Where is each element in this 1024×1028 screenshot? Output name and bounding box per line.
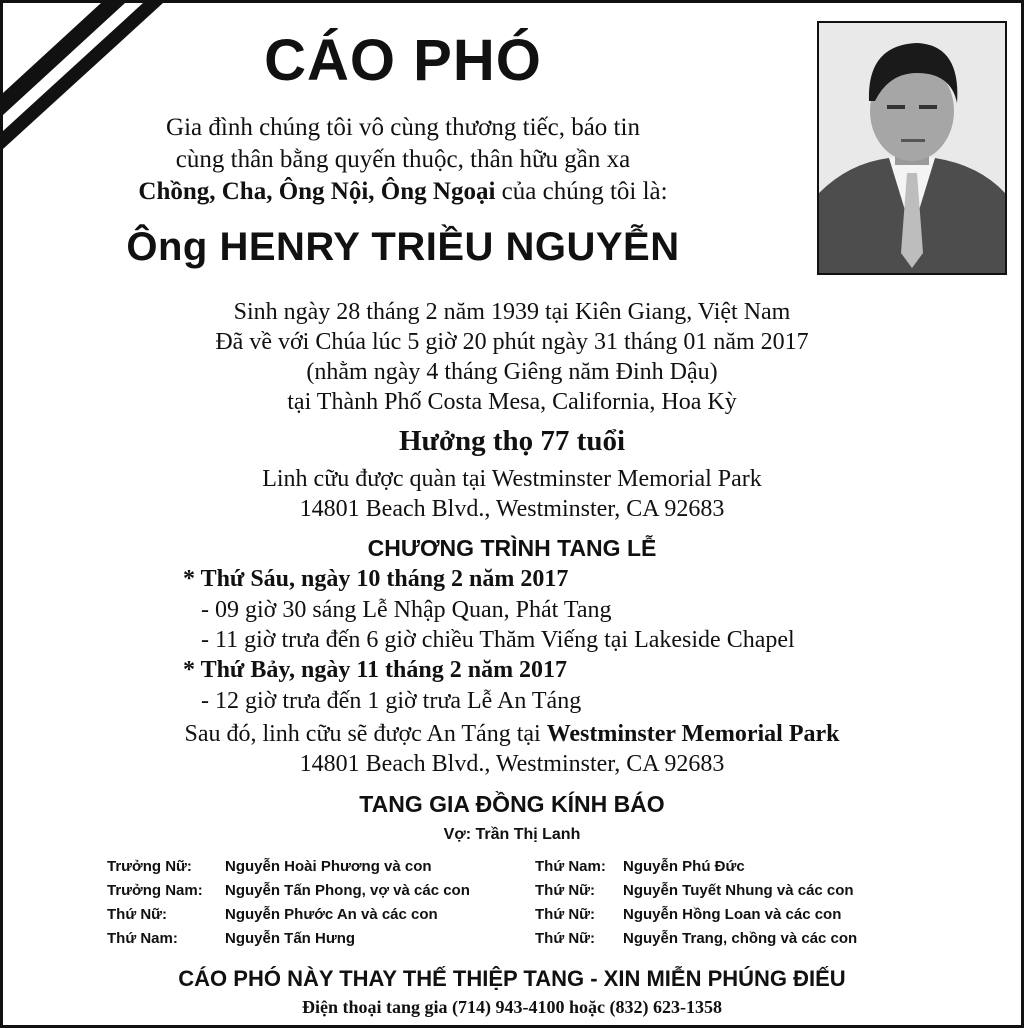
family-role: Thứ Nữ: (107, 906, 168, 923)
family-member: Nguyễn Tuyết Nhung và các con (623, 882, 854, 899)
program-title: CHƯƠNG TRÌNH TANG LỄ (367, 535, 657, 561)
program-day-2: * Thứ Bảy, ngày 11 tháng 2 năm 2017 (183, 657, 568, 683)
family-role: Trưởng Nam: (107, 882, 203, 899)
program-item: - 12 giờ trưa đến 1 giờ trưa Lễ An Táng (201, 688, 582, 714)
family-role: Thứ Nữ: (535, 882, 596, 899)
birth-info: Sinh ngày 28 tháng 2 năm 1939 tại Kiên Giang, Việt Nam (233, 299, 791, 325)
death-place: tại Thành Phố Costa Mesa, California, Hoa Kỳ (287, 389, 737, 415)
relations-text: Chồng, Cha, Ông Nội, Ông Ngoại (138, 178, 496, 205)
family-title: TANG GIA ĐỒNG KÍNH BÁO (359, 791, 665, 817)
portrait-illustration (819, 23, 1005, 273)
program-item: - 11 giờ trưa đến 6 giờ chiều Thăm Viếng tại Lakeside Chapel (201, 627, 795, 653)
intro-line-1: Gia đình chúng tôi vô cùng thương tiếc, báo tin (166, 114, 640, 141)
family-member: Nguyễn Hoài Phương và con (225, 858, 432, 875)
family-role: Thứ Nữ: (535, 906, 596, 923)
burial-prefix: Sau đó, linh cữu sẽ được An Táng tại (184, 721, 547, 747)
age-line: Hưởng thọ 77 tuổi (398, 425, 626, 457)
intro-line-2: cùng thân bằng quyến thuộc, thân hữu gần xa (175, 146, 631, 173)
deceased-photo (817, 21, 1007, 275)
family-row (107, 927, 527, 951)
page-title: CÁO PHÓ (264, 28, 542, 93)
family-member: Nguyễn Phước An và các con (225, 906, 438, 923)
spouse-line: Vợ: Trần Thị Lanh (443, 826, 581, 843)
family-row (107, 903, 527, 927)
family-row (535, 927, 935, 951)
footer-note: CÁO PHÓ NÀY THAY THẾ THIỆP TANG - XIN MIỄN PHÚNG ĐIẾU (178, 966, 846, 991)
family-role: Thứ Nam: (107, 930, 178, 947)
family-row (535, 855, 935, 879)
lunar-date: (nhằm ngày 4 tháng Giêng năm Đinh Dậu) (306, 359, 718, 385)
family-member: Nguyễn Phú Đức (623, 858, 745, 875)
family-member: Nguyễn Hồng Loan và các con (623, 906, 842, 923)
burial-line (3, 719, 1021, 749)
name-prefix: Ông (126, 225, 220, 269)
family-row (535, 879, 935, 903)
viewing-place: Linh cữu được quàn tại Westminster Memorial Park (262, 466, 762, 492)
program-item: - 09 giờ 30 sáng Lễ Nhập Quan, Phát Tang (201, 597, 612, 623)
family-role: Thứ Nam: (535, 858, 606, 875)
program-day-1: * Thứ Sáu, ngày 10 tháng 2 năm 2017 (183, 566, 569, 592)
burial-place: Westminster Memorial Park (546, 721, 840, 747)
intro-line-3-rest: của chúng tôi là: (495, 178, 668, 205)
contact-phone: Điện thoại tang gia (714) 943-4100 hoặc (832) 623-1358 (302, 997, 722, 1017)
family-row (107, 879, 527, 903)
name-text: HENRY TRIỀU NGUYỄN (219, 225, 680, 269)
family-row (535, 903, 935, 927)
family-list-left (107, 855, 527, 951)
burial-address: 14801 Beach Blvd., Westminster, CA 92683 (299, 751, 725, 777)
family-member: Nguyễn Tấn Hưng (225, 930, 356, 947)
family-row (107, 855, 527, 879)
viewing-address: 14801 Beach Blvd., Westminster, CA 92683 (299, 496, 725, 522)
family-member: Nguyễn Trang, chồng và các con (623, 930, 858, 947)
deceased-name (3, 225, 803, 270)
death-info: Đã về với Chúa lúc 5 giờ 20 phút ngày 31 tháng 01 năm 2017 (215, 329, 809, 355)
family-list-right (535, 855, 935, 951)
family-role: Thứ Nữ: (535, 930, 596, 947)
family-role: Trưởng Nữ: (107, 858, 192, 875)
intro-line-3 (3, 177, 803, 207)
family-member: Nguyễn Tấn Phong, vợ và các con (225, 882, 470, 899)
